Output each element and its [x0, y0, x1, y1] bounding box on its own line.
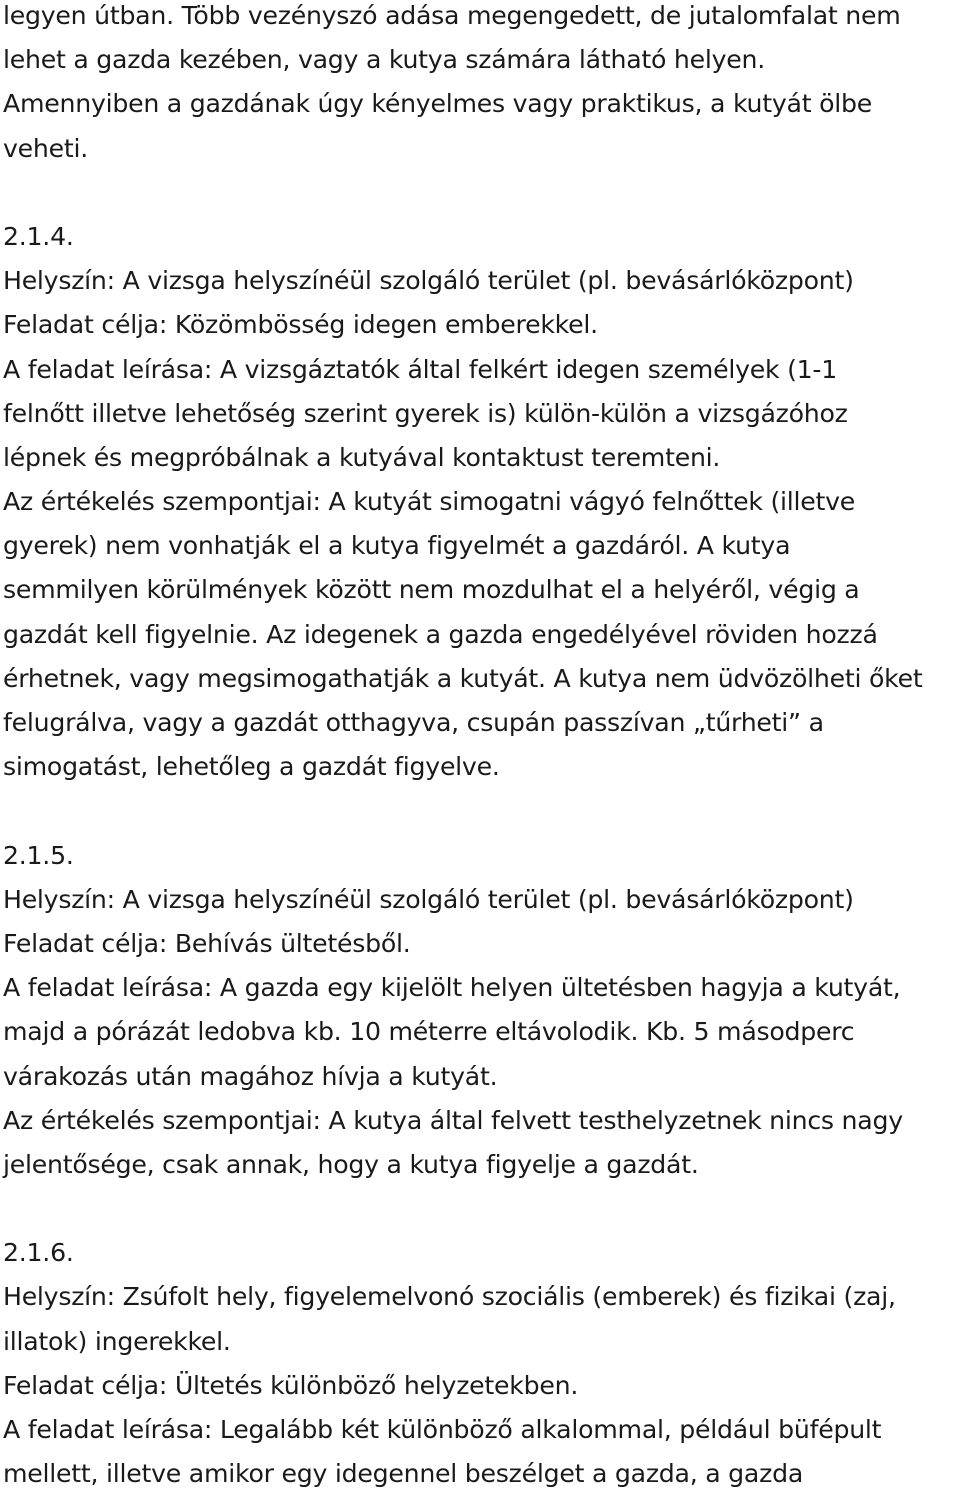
text-line: legyen útban. Több vezényszó adása megengedett, de jutalomfalat nem	[3, 1, 901, 30]
paragraph-spacer	[3, 789, 960, 833]
evaluation-line: simogatást, lehetőleg a gazdát figyelve.	[3, 752, 500, 782]
section-number: 2.1.4.	[3, 221, 74, 251]
description-line: A feladat leírása: A gazda egy kijelölt helyen ültetésben hagyja a kutyát,	[3, 973, 901, 1003]
paragraph-spacer	[3, 171, 960, 215]
description-line: A feladat leírása: A vizsgáztatók által felkért idegen személyek (1-1	[3, 354, 838, 384]
section-2-1-6	[3, 1231, 960, 1496]
goal-line: Feladat célja: Ültetés különböző helyzetekben.	[3, 1370, 579, 1400]
description-line: várakozás után magához hívja a kutyát.	[3, 1061, 498, 1091]
section-number: 2.1.6.	[3, 1238, 74, 1268]
location-line: illatok) ingerekkel.	[3, 1326, 231, 1356]
evaluation-line: Az értékelés szempontjai: A kutya által felvett testhelyzetnek nincs nagy	[3, 1105, 903, 1135]
location-line: Helyszín: A vizsga helyszínéül szolgáló terület (pl. bevásárlóközpont)	[3, 266, 854, 296]
evaluation-line: érhetnek, vagy megsimogathatják a kutyát. A kutya nem üdvözölheti őket	[3, 663, 923, 693]
description-line: majd a pórázát ledobva kb. 10 méterre eltávolodik. Kb. 5 másodperc	[3, 1017, 855, 1047]
intro-paragraph	[3, 0, 960, 171]
evaluation-line: gazdát kell figyelnie. Az idegenek a gazda engedélyével röviden hozzá	[3, 619, 878, 649]
section-number: 2.1.5.	[3, 840, 74, 870]
section-2-1-4	[3, 215, 960, 789]
evaluation-line: Az értékelés szempontjai: A kutyát simogatni vágyó felnőttek (illetve	[3, 487, 856, 517]
section-2-1-5	[3, 834, 960, 1188]
evaluation-line: semmilyen körülmények között nem mozdulhat el a helyéről, végig a	[3, 575, 860, 605]
evaluation-line: jelentősége, csak annak, hogy a kutya figyelje a gazdát.	[3, 1149, 699, 1179]
paragraph-spacer	[3, 1187, 960, 1231]
description-line: felnőtt illetve lehetőség szerint gyerek is) külön-külön a vizsgázóhoz	[3, 398, 848, 428]
evaluation-line: gyerek) nem vonhatják el a kutya figyelmét a gazdáról. A kutya	[3, 531, 791, 561]
location-line: Helyszín: A vizsga helyszínéül szolgáló terület (pl. bevásárlóközpont)	[3, 884, 854, 914]
document-page	[3, 0, 960, 1496]
text-line: lehet a gazda kezében, vagy a kutya számára látható helyen.	[3, 45, 766, 75]
description-line: A feladat leírása: Legalább két különböző alkalommal, például büfépult	[3, 1415, 882, 1444]
goal-line: Feladat célja: Közömbösség idegen emberekkel.	[3, 310, 598, 340]
text-line: Amennyiben a gazdának úgy kényelmes vagy praktikus, a kutyát ölbe	[3, 89, 872, 119]
location-line: Helyszín: Zsúfolt hely, figyelemelvonó szociális (emberek) és fizikai (zaj,	[3, 1282, 896, 1312]
evaluation-line: felugrálva, vagy a gazdát otthagyva, csupán passzívan „tűrheti” a	[3, 708, 824, 737]
goal-line: Feladat célja: Behívás ültetésből.	[3, 928, 411, 958]
text-line: veheti.	[3, 133, 88, 163]
description-line: mellett, illetve amikor egy idegennel beszélget a gazda, a gazda	[3, 1459, 803, 1489]
description-line: lépnek és megpróbálnak a kutyával kontaktust teremteni.	[3, 442, 721, 472]
